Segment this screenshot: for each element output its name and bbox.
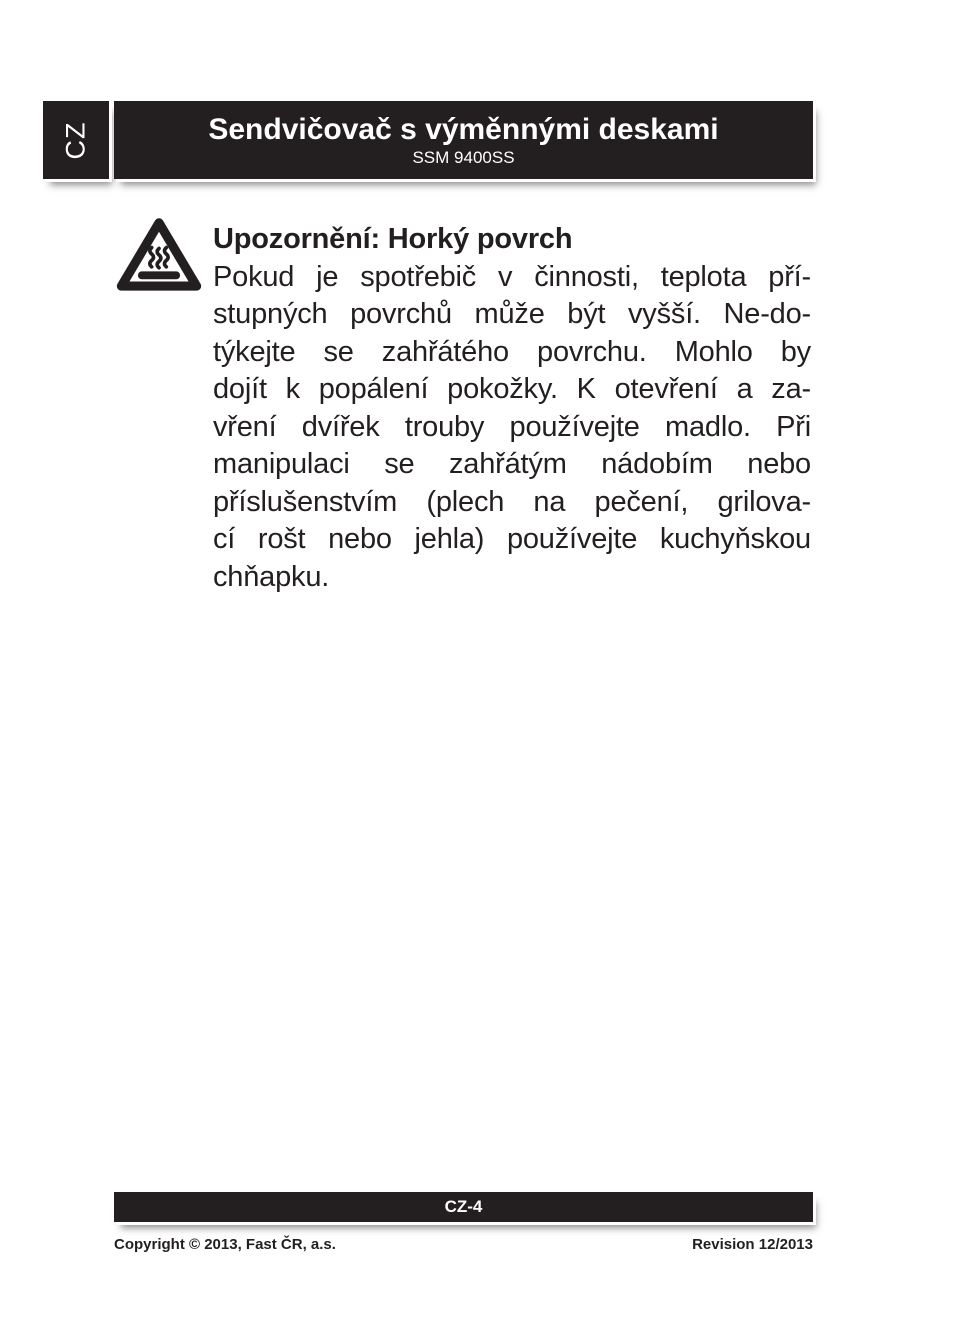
revision-text: Revision 12/2013 — [692, 1236, 813, 1253]
model-number: SSM 9400SS — [412, 147, 515, 167]
footer-meta-row — [114, 1236, 813, 1253]
warning-body-line: Pokud je spotřebič v činnosti, teplota pří- — [213, 260, 811, 293]
page-title: Sendvičovač s výměnnými deskami — [208, 112, 719, 146]
language-tab — [43, 101, 109, 179]
copyright-text: Copyright © 2013, Fast ČR, a.s. — [114, 1236, 336, 1253]
warning-heading: Upozornění: Horký povrch — [213, 223, 573, 255]
warning-body-line: manipulaci se zahřátým nádobím nebo — [213, 448, 811, 480]
header-title-bar — [114, 101, 813, 179]
page-number: CZ-4 — [444, 1197, 483, 1216]
warning-body-line: vření dvířek trouby používejte madlo. Při — [213, 410, 811, 443]
page-number-bar — [114, 1192, 813, 1222]
warning-body-line: dojít k popálení pokožky. K otevření a za- — [213, 373, 811, 405]
warning-body-line: týkejte se zahřátého povrchu. Mohlo by — [213, 335, 811, 368]
warning-body-line: příslušenstvím (plech na pečení, grilova- — [213, 485, 811, 518]
warning-body-line: stupných povrchů může být vyšší. Ne-do- — [213, 298, 811, 330]
warning-section — [213, 221, 811, 596]
warning-body-line: chňapku. — [213, 560, 330, 593]
warning-body-line: cí rošt nebo jehla) používejte kuchyňskou — [213, 523, 811, 555]
hot-surface-icon — [115, 215, 203, 293]
language-tab-label: CZ — [60, 121, 91, 159]
